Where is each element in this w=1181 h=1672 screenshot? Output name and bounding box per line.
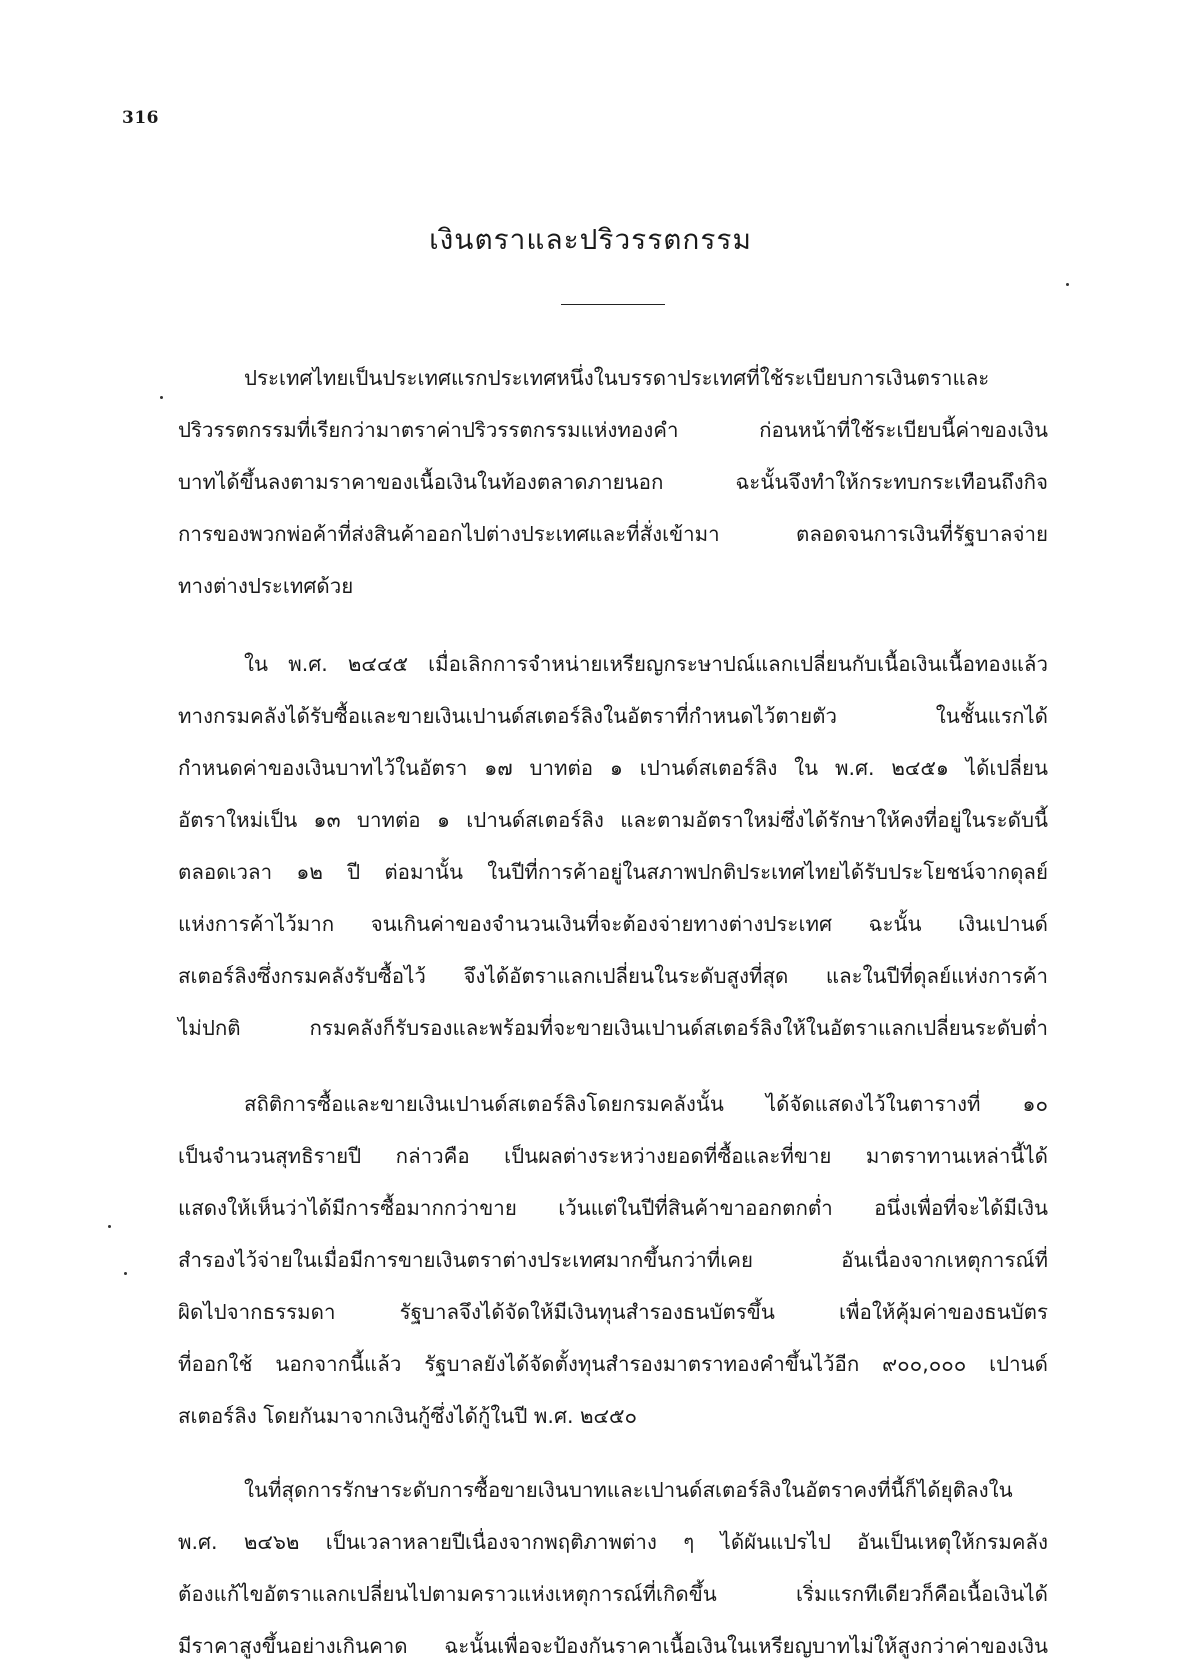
text-line: สเตอร์ลิงซึ่งกรมคลังรับซื้อไว้ จึงได้อัตราแลกเปลี่ยนในระดับสูงที่สุด และในปีที่ดุลย์แห่งการค้า [178,964,1048,988]
page-number: 316 [122,108,159,128]
paragraph-4 [178,1464,1048,1672]
text-line: บาทได้ขึ้นลงตามราคาของเนื้อเงินในท้องตลาดภายนอก ฉะนั้นจึงทำให้กระทบกระเทือนถึงกิจ [178,470,1048,494]
text-line: ที่ออกใช้ นอกจากนี้แล้ว รัฐบาลยังได้จัดตั้งทุนสำรองมาตราทองคำขึ้นไว้อีก ๙๐๐,๐๐๐ เปานด์ [178,1352,1048,1376]
scan-speck [160,396,163,399]
text-line: เป็นจำนวนสุทธิรายปี กล่าวคือ เป็นผลต่างระหว่างยอดที่ซื้อและที่ขาย มาตราทานเหล่านี้ได้ [178,1144,1048,1168]
text-line: อัตราใหม่เป็น ๑๓ บาทต่อ ๑ เปานด์สเตอร์ลิง และตามอัตราใหม่ซึ่งได้รักษาให้คงที่อยู่ในระดับนี้ [178,808,1048,832]
title-underline-rule [561,304,665,305]
text-line: การของพวกพ่อค้าที่ส่งสินค้าออกไปต่างประเทศและที่สั่งเข้ามา ตลอดจนการเงินที่รัฐบาลจ่าย [178,522,1048,546]
text-line: แสดงให้เห็นว่าได้มีการซื้อมากกว่าขาย เว้นแต่ในปีที่สินค้าขาออกตกต่ำ อนึ่งเพื่อที่จะได้มีเงิน [178,1196,1048,1220]
text-line: ผิดไปจากธรรมดา รัฐบาลจึงได้จัดให้มีเงินทุนสำรองธนบัตรขึ้น เพื่อให้คุ้มค่าของธนบัตร [178,1300,1048,1324]
text-line: ตลอดเวลา ๑๒ ปี ต่อมานั้น ในปีที่การค้าอยู่ในสภาพปกติประเทศไทยได้รับประโยชน์จากดุลย์ [178,860,1048,884]
scan-speck [108,1225,111,1228]
text-line: ปริวรรตกรรมที่เรียกว่ามาตราค่าปริวรรตกรรมแห่งทองคำ ก่อนหน้าที่ใช้ระเบียบนี้ค่าของเงิน [178,418,1048,442]
text-line: ทางกรมคลังได้รับซื้อและขายเงินเปานด์สเตอร์ลิงในอัตราที่กำหนดไว้ตายตัว ในชั้นแรกได้ [178,704,1048,728]
body-text [178,352,1048,1672]
text-line: ใน พ.ศ. ๒๔๔๕ เมื่อเลิกการจำหน่ายเหรียญกระษาปณ์แลกเปลี่ยนกับเนื้อเงินเนื้อทองแล้ว [244,652,1048,676]
text-line: มีราคาสูงขึ้นอย่างเกินคาด ฉะนั้นเพื่อจะป้องกันราคาเนื้อเงินในเหรียญบาทไม่ให้สูงกว่าค่าของเงิน [178,1634,1048,1658]
scan-speck [124,1272,127,1275]
text-line: สถิติการซื้อและขายเงินเปานด์สเตอร์ลิงโดยกรมคลังนั้น ได้จัดแสดงไว้ในตารางที่ ๑๐ [244,1092,1048,1116]
text-line: ทางต่างประเทศด้วย [178,574,354,598]
text-line: สเตอร์ลิง โดยกันมาจากเงินกู้ซึ่งได้กู้ในปี พ.ศ. ๒๔๕๐ [178,1404,638,1428]
text-line: ในที่สุดการรักษาระดับการซื้อขายเงินบาทและเปานด์สเตอร์ลิงในอัตราคงที่นี้ก็ได้ยุติลงใน [244,1478,1013,1502]
page-title: เงินตราและปริวรรตกรรม [429,223,752,256]
paragraph-2 [178,638,1048,1054]
scan-speck [1066,283,1069,286]
text-line: ประเทศไทยเป็นประเทศแรกประเทศหนึ่งในบรรดาประเทศที่ใช้ระเบียบการเงินตราและ [244,366,990,390]
text-line: ต้องแก้ไขอัตราแลกเปลี่ยนไปตามคราวแห่งเหตุการณ์ที่เกิดขึ้น เริ่มแรกทีเดียวก็คือเนื้อเงินได้ [178,1582,1048,1606]
text-line: พ.ศ. ๒๔๖๒ เป็นเวลาหลายปีเนื่องจากพฤติภาพต่าง ๆ ได้ผันแปรไป อันเป็นเหตุให้กรมคลัง [178,1530,1048,1554]
text-line: กำหนดค่าของเงินบาทไว้ในอัตรา ๑๗ บาทต่อ ๑ เปานด์สเตอร์ลิง ใน พ.ศ. ๒๔๕๑ ได้เปลี่ยน [178,756,1048,780]
paragraph-3 [178,1078,1048,1442]
text-line: ไม่ปกติ กรมคลังก็รับรองและพร้อมที่จะขายเงินเปานด์สเตอร์ลิงให้ในอัตราแลกเปลี่ยนระดับต่ำ [178,1016,1048,1040]
paragraph-1 [178,352,1048,612]
text-line: แห่งการค้าไว้มาก จนเกินค่าของจำนวนเงินที่จะต้องจ่ายทางต่างประเทศ ฉะนั้น เงินเปานด์ [178,912,1048,936]
text-line: สำรองไว้จ่ายในเมื่อมีการขายเงินตราต่างประเทศมากขึ้นกว่าที่เคย อันเนื่องจากเหตุการณ์ที่ [178,1248,1048,1272]
